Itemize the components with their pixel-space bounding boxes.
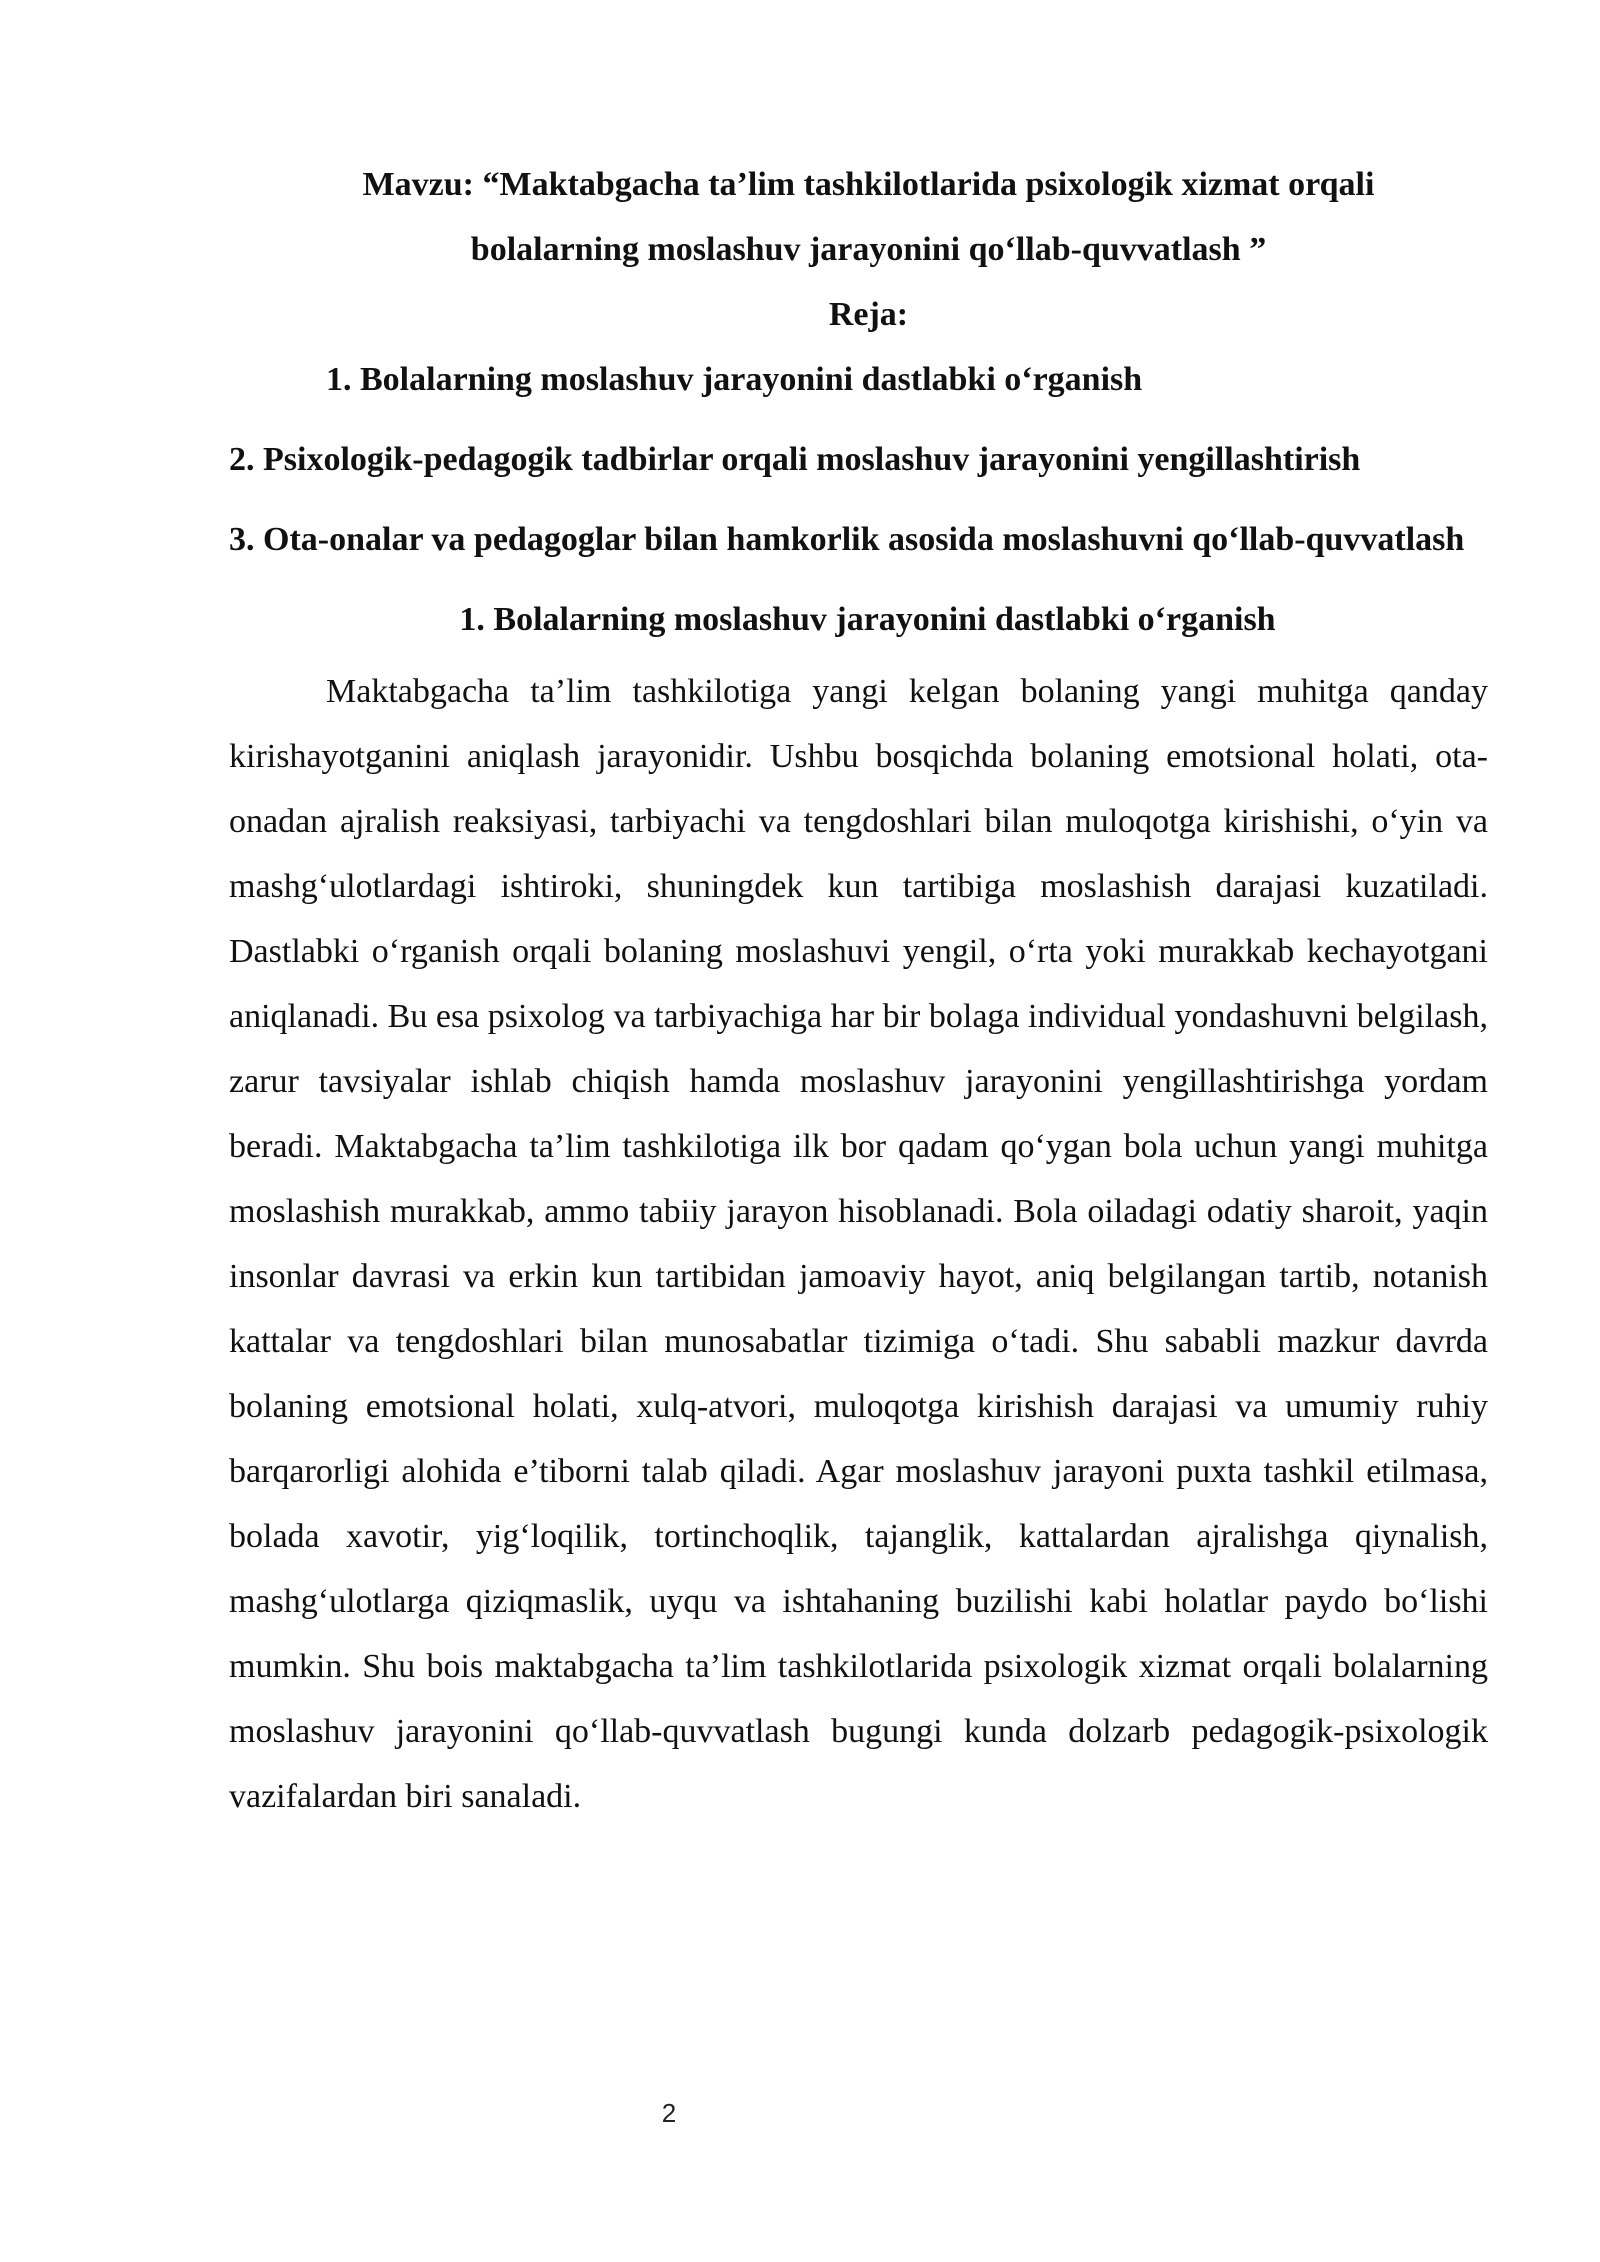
plan-label: Reja: [828,296,909,333]
body-paragraph: Maktabgacha ta’lim tashkilotiga yangi kelgan bolaning yangi muhitga qanday kirishayotganini aniqlash jarayonidir. Ushbu bosqichda bolaning emotsional holati, ota-onadan ajralish reaksiyasi, tarbiyachi va tengdoshlari bilan muloqotga kirishishi, o‘yin va mashg‘ulotlardagi ishtiroki, shuningdek kun tartibiga moslashish darajasi kuzatiladi. Dastlabki o‘rganish orqali bolaning moslashuvi yengil, o‘rta yoki murakkab kechayotgani aniqlanadi. Bu esa psixolog va tarbiyachiga har bir bolaga individual yondashuvni belgilash, zarur tavsiyalar ishlab chiqish hamda moslashuv jarayonini yengillashtirishga yordam beradi. Maktabgacha ta’lim tashkilotiga ilk bor qadam qo‘ygan bola uchun yangi muhitga moslashish murakkab, ammo tabiiy jarayon hisoblanadi. Bola oiladagi odatiy sharoit, yaqin insonlar davrasi va erkin kun tartibidan jamoaviy hayot, aniq belgilangan tartib, notanish kattalar va tengdoshlari bilan munosabatlar tizimiga o‘tadi. Shu sababli mazkur davrda bolaning emotsional holati, xulq-atvori, muloqotga kirishish darajasi va umumiy ruhiy barqarorligi alohida e’tiborni talab qiladi. Agar moslashuv jarayoni puxta tashkil etilmasa, bolada xavotir, yig‘loqilik, tortinchoqlik, tajanglik, kattalardan ajralishga qiynalish, mashg‘ulotlarga qiziqmaslik, uyqu va ishtahaning buzilishi kabi holatlar paydo bo‘lishi mumkin. Shu bois maktabgacha ta’lim tashkilotlarida psixologik xizmat orqali bolalarning moslashuv jarayonini qo‘llab-quvvatlash bugungi kunda dolzarb pedagogik-psixologik vazifalardan biri sanaladi. [229,673,1488,1815]
document-title-line-1: Mavzu: “Maktabgacha ta’lim tashkilotlarida psixologik xizmat orqali [362,166,1375,203]
plan-item-2: 2. Psixologik-pedagogik tadbirlar orqali moslashuv jarayonini yengillashtirish [229,441,1361,478]
section-heading: 1. Bolalarning moslashuv jarayonini dastlabki o‘rganish [459,601,1276,638]
page-number: 2 [661,2098,677,2128]
plan-item-1: 1. Bolalarning moslashuv jarayonini dastlabki o‘rganish [326,361,1143,398]
document-title-line-2: bolalarning moslashuv jarayonini qo‘llab-quvvatlash ” [470,231,1267,268]
plan-item-3: 3. Ota-onalar va pedagoglar bilan hamkorlik asosida moslashuvni qo‘llab-quvvatlash [229,521,1465,558]
plan-list [229,347,1488,572]
